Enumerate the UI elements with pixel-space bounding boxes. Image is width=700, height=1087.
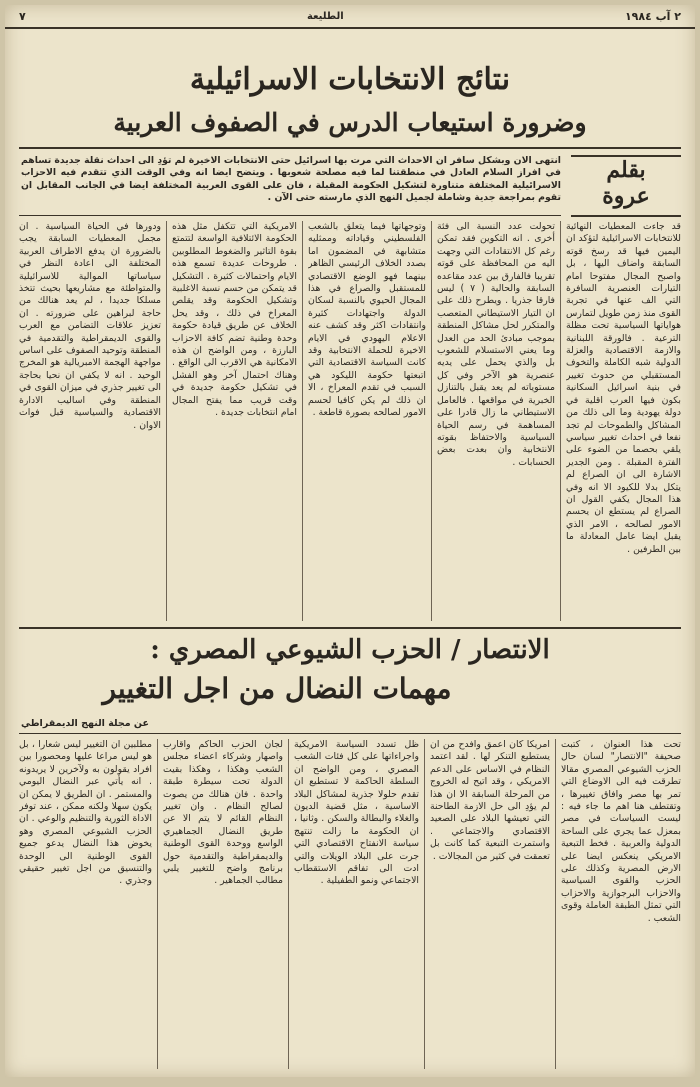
article1-column-3 (308, 221, 426, 621)
article1-subheadline: وضرورة استيعاب الدرس في الصفوف العربية (113, 108, 587, 137)
page-number: ٧ (19, 9, 26, 23)
column-text: لجان الحزب الحاكم واقارب واصهار وشركاء اعضاء مجلس الشعب وهكذا ، وهكذا بقيت الدولة تحت سيطرة طبقة واحدة . فان هنالك من يصوت لصالح النظام . وان تغيير النظام القائم لا يتم الا عن طريق النضال الجماهيري الواسع ووحدة القوى الوطنية والديمقراطية والتقدمية حول برنامج واضح للتغيير يلبي مطالب الجماهير . (163, 739, 283, 887)
column-rule (288, 739, 289, 1069)
column-rule (302, 221, 303, 621)
intro-text: انتهى الان وبشكل سافر ان الاحداث التي مرت بها اسرائيل حتى الانتخابات الاخيرة لم تؤدِ الى احداث نقلة جديدة تساهم في افراز السلام العادل في منطقتنا لما فيه مصلحة شعوبها . ويتضح ايضا انه وفي الوقت الذي تتقدم فيه الاحزاب الاسرائيلية المختلفة متناورة لتشكيل الحكومة المقبلة ، فان على القوى العربية المختلفة ايضا في الجانب المقابل ان تقوم بمراجعة جدية وشاملة لجميل النهج الذي مارسته حتى الآن . (21, 155, 561, 204)
article2-column-5 (19, 739, 152, 1069)
column-text: مطلبين ان التغيير ليس شعارا ، بل هو ليس مراعا عليها ومحصورا بين افراد يقولون به ولآخرين لا يريدونه . انه يأتي عبر النضال اليومي والمستمر . ان الطريق لا يمكن ان يكون سهلا ولكنه ممكن ، عند توفر الاداة الثورية والتنظيم والوعي . ان الحزب الشيوعي المصري وهو يخوض هذا النضال يدعو جميع القوى الوطنية الى الوحدة والتنسيق من اجل تغيير حقيقي وجذري . (19, 739, 152, 887)
article2-column-1 (561, 739, 681, 1069)
article2-headline: الانتصار / الحزب الشيوعي المصري : (150, 635, 550, 665)
page-header (5, 5, 695, 29)
column-rule (431, 221, 432, 621)
article1-intro (21, 155, 561, 211)
article2-column-4 (163, 739, 283, 1069)
publication-name: الطليعة (306, 10, 344, 22)
article1-column-4 (172, 221, 297, 621)
issue-date: ٢ آب ١٩٨٤ (624, 9, 681, 23)
article2-column-2 (430, 739, 550, 1069)
column-text: ظل تسدد السياسة الامريكية واجراءاتها على كل فئات الشعب المصري ، ومن الواضح ان السلطة الحاكمة لا تستطيع ان تقدم حلولا جذرية لمشاكل البلاد الاساسية ، مثل قضية الديون والغلاء والبطالة والسكن . وثانيا ، ان الحكومة ما زالت تنتهج سياسة الانفتاح الاقتصادي التي جرت على البلاد الويلات والتي ادت الى تفاقم الاستقطاب الاجتماعي ونمو الطفيلية . (294, 739, 419, 887)
article1-headline: نتائج الانتخابات الاسرائيلية (189, 62, 511, 97)
column-rule (424, 739, 425, 1069)
column-rule (157, 739, 158, 1069)
newspaper-page (5, 5, 695, 1077)
column-rule (555, 739, 556, 1069)
author-name: عروة (602, 183, 650, 209)
column-text: قد جاءت المعطيات النهائية للانتخابات الاسرائيلية لتؤكد ان اليمين فيها قد رسخ قوته السابقة واضاف اليها ، بل واصبح المجال مفتوحا امام التيارات العنصرية السافرة التي الف عنها في تجربة القوى منذ زمن طويل لتمارس هواياتها السياسية تحت مظلة الترعية . فالورقة اللبنانية والازمة الاقتصادية والعزلة الدولية شبه الكاملة والتخوف المستقبلي من حدوث تغيير في بنية اسرائيل السكانية بكون فيها العرب اقلية في دولة يهودية وما الى ذلك من المشاكل والطموحات لم تجد نفعا في احداث تغيير سياسي يلقي بحصما من الضوء على الفترة المقبلة . ومن الجدير الاشارة الى ان الصراع لم يتكل بدلا للكيود الا انه وفي هذا المجال يكفي القول ان الصراع لم يستطع ان يحسم الامور لصالحه ، الامر الذي يقبل ايضا عامل المعادلة ما بين الطرفين . (566, 221, 681, 555)
author-box (571, 155, 681, 217)
column-text: تحت هذا العنوان ، كتبت صحيفة "الانتصار" لسان حال الحزب الشيوعي المصري مقالا تطرقت فيه الى الاوضاع التي تمر بها مصر وافاق تغييرها ، وتقتطف هنا اهم ما جاء فيه : ليست السياسات في مصر بمعزل عما يجري على الساحة الدولية والعربية . فخط التبعية الامريكي ينعكس ايضا على الارض المصرية وكذلك على الحزب والقوى السياسية والاحزاب البرجوازية والاحزاب التي تمثل الطبقة العاملة وقوى الشعب . (561, 739, 681, 924)
article2-column-3 (294, 739, 419, 1069)
author-label: بقلم (606, 157, 646, 183)
column-text: تحولت عدد النسبة الى فئة أخرى . انه التكوين فقد تمكن رغم كل الانتقادات التي وجهت اليه من المحافظة على قوته تقريبا فالفارق بين عدد مقاعده السابقة والحالية ( ٧ ) ليس فارقا جذريا . ويطرح ذلك على ان التيار الاستيطاني المتعصب والمتكرر لحل مشاكل المنطقة بموجب مبادئ الحد من العدل وما يعني الاستسلام للشعوب بل والذي يحمل على يديه عنصرية هو الآخر وفي كل مستوياته لم يعد يقبل بالتنازل الخبرية في مواقعها . فالعامل الاستيطاني ما زال قادرا على المساهمة في رسم الحياة السياسية والاحتفاظ بقوته الانتخابية وان بعدت بعض الحسابات . (437, 221, 555, 468)
column-text: وتوجهاتها فيما يتعلق بالشعب الفلسطيني وقياداته وممثليه متشابهة في المضمون اما بصدد الخلاف الرئيسي الظاهر بينهما فهو الوضع الاقتصادي للمستقبل والصراع في هذا المجال الحيوي بالنسبة لسكان الدولة واجتهادات كثيرة وانتقادات اكثر وقد كشف عنه الاعلام اليهودي في الايام الاخيرة للحملة الانتخابية وقد كانت السياسة الاقتصادية التي اتبعتها حكومة الليكود هي السبب في تقدم المعراخ ، الا ان ذلك لم يكن كافيا لحسم الامور لصالحه بصورة قاطعة . (308, 221, 426, 419)
divider (19, 147, 681, 149)
divider (19, 733, 681, 734)
article2-source: عن مجلة النهج الديمقراطي (21, 718, 149, 729)
column-text: امريكا كان اعمق وافدح من ان يستطيع التنكر لها . لقد اعتمد النظام في الاساس على الدعم الامريكي ، وقد اتيح له الخروج من المرحلة السابقة الا ان هذا لم يؤدِ الى حل الازمة الطاحنة التي تعيشها البلاد على الصعيد الاقتصادي والاجتماعي . واستمرت التبعية كما كانت بل تعمقت في كثير من المجالات . (430, 739, 550, 862)
article1-column-2 (437, 221, 555, 621)
divider (19, 215, 561, 216)
column-text: الامريكية التي تتكفل مثل هذه الحكومة الائتلافية الواسعة لتتمتع بقوة التاثير والضغوط المطلوبين . طروحات عديدة تسمع هذه الايام واحتمالات كثيرة . التشكيل قد يتمكن من حسم نسبة الاغلبية وتشكيل الحكومة وقد يقلص المعراخ في ذلك ، وقد يحل الخلاف عن طريق قيادة حكومة وحدة وطنية تضم كافة الاحزاب البارزة ، ومن الواضح ان هذه الامكانية هي الاقرب الى الواقع . وهناك احتمال آخر وهو الفشل في تشكيل حكومة جديدة في وقت قريب مما يفتح المجال امام انتخابات جديدة . (172, 221, 297, 419)
article1-column-5 (19, 221, 161, 621)
column-rule (166, 221, 167, 621)
article1-column-1 (566, 221, 681, 621)
article2-subheadline: مهمات النضال من اجل التغيير (102, 672, 452, 705)
column-text: ودورها في الحياة السياسية . ان مجمل المعطيات السابقة يجب بالضرورة ان يدفع الاطراف العربية المختلفة الى اعادة النظر في سياساتها الموالية للاسرائيلية والمتواطئة مع مشاريعها بحيث تتخذ مسلكا جديدا ، لم يعد هنالك من حاجة لبراهين على ضرورته . ان تعزيز علاقات التضامن مع العرب والقوى الديمقراطية والتقدمية في المنطقة وتوحيد الصفوف على اساس مواجهة الهجمة الامبريالية هو المخرج الوحيد . انه لا يكفي ان نحيا بحاجة الى تغيير جذري في ميزان القوى في المنطقة وفي اساليب الادارة الاقتصادية والسياسية قبل فوات الاوان . (19, 221, 161, 431)
column-rule (560, 221, 561, 621)
divider (19, 627, 681, 629)
